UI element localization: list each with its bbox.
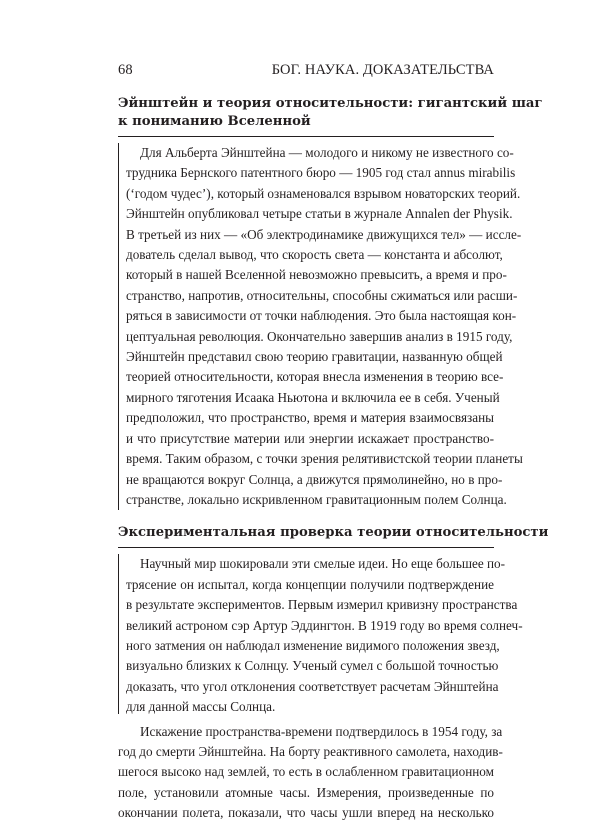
text-line: ного затмения он наблюдал изменение видимого положения звезд, [126, 637, 500, 653]
text-line: трясение он испытал, когда концепции получили подтверждение [126, 576, 494, 592]
section-side-rule [118, 143, 126, 510]
paragraph [118, 722, 503, 824]
text-line: окончании полета, показали, что часы ушли вперед на несколько [118, 805, 494, 821]
text-line: Эйнштейн представил свою теорию гравитации, названную общей [126, 349, 503, 365]
text-line: Искажение пространства-времени подтвердилось в 1954 году, за [140, 723, 503, 739]
text-line: который в нашей Вселенной невозможно превысить, а время и про- [126, 267, 507, 283]
section-side-rule [118, 554, 126, 714]
page-number: 68 [118, 62, 133, 78]
text-line: доказать, что угол отклонения соответствует расчетам Эйнштейна [126, 678, 499, 694]
section-einstein-relativity [118, 95, 543, 510]
text-line: Научный мир шокировали эти смелые идеи. Но еще большее по- [140, 556, 506, 572]
text-line: в результате экспериментов. Первым измерил кривизну пространства [126, 597, 518, 613]
text-line: не вращаются вокруг Солнца, а движутся прямолинейно, но в про- [126, 471, 503, 487]
section-experimental-verification [118, 524, 549, 823]
text-line: поле, установили атомные часы. Измерения, произведенные по [118, 784, 494, 800]
heading-rule [118, 547, 494, 548]
section-heading [118, 524, 549, 542]
heading-line: Экспериментальная проверка теории относительности [118, 525, 549, 541]
heading-line: к пониманию Вселенной [118, 114, 311, 129]
text-line: шегося высоко над землей, то есть в ослабленном гравитационном [118, 764, 494, 780]
text-line: В третьей из них — «Об электродинамике движущихся тел» — иссле- [126, 226, 522, 242]
text-line: трудника Бернского патентного бюро — 1905 год стал annus mirabilis [126, 165, 516, 181]
section-heading [118, 95, 543, 131]
heading-line: Эйнштейн и теория относительности: гигантский шаг [118, 96, 543, 111]
text-line: теорией относительности, которая внесла изменения в теорию все- [126, 369, 504, 385]
text-line: странстве, локально искривленном гравитационным полем Солнца. [126, 491, 507, 507]
text-line: ряться в зависимости от точки наблюдения. Это была настоящая кон- [126, 308, 517, 324]
text-line: мирного тяготения Исаака Ньютона и включила ее в себя. Ученый [126, 389, 500, 405]
text-line: великий астроном сэр Артур Эддингтон. В 1919 году во время солнеч- [126, 617, 523, 633]
text-line: Для Альберта Эйнштейна — молодого и никому не известного со- [140, 145, 514, 160]
text-line: предположил, что пространство, время и материя взаимосвязаны [126, 410, 494, 426]
text-line: дователь сделал вывод, что скорость света — константа и абсолют, [126, 247, 503, 263]
running-head [118, 62, 494, 82]
text-line: Эйнштейн опубликовал четыре статьи в журнале Annalen der Physik. [126, 206, 513, 222]
text-line: странство, напротив, относительны, способны сжиматься или расши- [126, 287, 518, 303]
text-line: и что присутствие материи или энергии искажает пространство- [126, 430, 494, 446]
text-line: цептуальная революция. Окончательно завершив анализ в 1915 году, [126, 328, 513, 344]
text-line: (‘годом чудес’), который ознаменовался взрывом новаторских теорий. [126, 185, 521, 201]
text-line: визуально близких к Солнцу. Ученый сумел с большой точностью [126, 658, 499, 674]
paragraph [118, 554, 523, 717]
paragraph [118, 143, 523, 510]
running-title: БОГ. НАУКА. ДОКАЗАТЕЛЬСТВА [271, 62, 494, 78]
heading-rule [118, 136, 494, 137]
text-line: для данной массы Солнца. [126, 699, 276, 715]
text-line: год до смерти Эйнштейна. На борту реактивного самолета, находив- [118, 743, 503, 759]
text-line: время. Таким образом, с точки зрения релятивистской теории планеты [126, 451, 523, 467]
body-text [118, 95, 549, 824]
